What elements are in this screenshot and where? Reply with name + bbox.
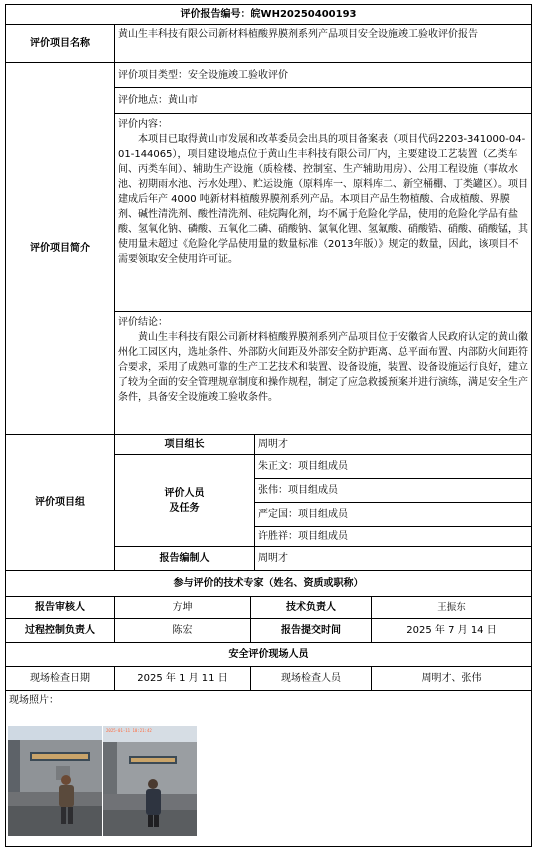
onsite-date-value: 2025 年 1 月 11 日 [115,667,251,691]
project-name-label: 评价项目名称 [6,25,115,63]
onsite-title-row [6,643,532,667]
leader-label: 项目组长 [115,435,255,455]
submit-time-value: 2025 年 7 月 14 日 [372,619,532,643]
onsite-people-label: 现场检查人员 [251,667,372,691]
onsite-row [6,667,532,691]
project-name-row [6,25,532,63]
reviewer-label: 报告审核人 [6,597,115,619]
author-label: 报告编制人 [115,547,255,571]
report-number-row [6,5,532,25]
project-conclusion-cell [115,312,532,435]
author-name: 周明才 [255,547,532,571]
project-name-value: 黄山生丰科技有限公司新材料植酸界膜剂系列产品项目安全设施竣工验收评价报告 [115,25,532,63]
project-location: 评价地点：黄山市 [115,88,532,114]
experts-row-1 [6,597,532,619]
experts-row-2 [6,619,532,643]
conclusion-text: 黄山生丰科技有限公司新材料植酸界膜剂系列产品项目位于安徽省人民政府认定的黄山徽州化工园区内，选址条件、外部防火间距及外部安全防护距离、总平面布置、内部防火间距符合要求，采用了成熟可靠的生产工艺技术和装置、设备设施，装置、设备设施运行良好，建立了较为全面的安全管理规章制度和操作规程，制定了应急救援预案并进行演练，满足安全生产条件，具备安全设施竣工验收条件。 [118,332,528,403]
member-item: 严定国：项目组成员 [255,503,532,527]
conclusion-label: 评价结论： [118,317,168,328]
onsite-title: 安全评价现场人员 [6,643,532,667]
project-intro-label: 评价项目简介 [6,63,115,435]
onsite-date-label: 现场检查日期 [6,667,115,691]
members-label-line2: 及任务 [169,502,200,514]
members-label [115,455,255,547]
members-label-line1: 评价人员 [164,487,205,499]
report-number-label: 评价报告编号： [180,9,251,20]
site-photo-1-image [8,726,102,836]
report-info-table [5,4,532,847]
photo-timestamp: 2025-01-11 10:21:42 [106,728,152,733]
report-number-value: 皖WH20250400193 [250,9,357,20]
leader-name: 周明才 [255,435,532,455]
member-item: 许胜祥：项目组成员 [255,527,532,547]
member-item: 朱正文：项目组成员 [255,455,532,479]
member-item: 张伟：项目组成员 [255,479,532,503]
team-label: 评价项目组 [6,435,115,571]
site-photo-2 [103,726,197,836]
photos-label: 现场照片： [9,695,59,706]
site-photo-2-image [103,726,197,836]
process-control-name: 陈宏 [115,619,251,643]
site-photo-1 [8,726,102,836]
content-label: 评价内容： [118,119,168,130]
tech-lead-name: 王振东 [372,597,532,619]
tech-lead-label: 技术负责人 [251,597,372,619]
report-number-header [6,5,532,25]
process-control-label: 过程控制负责人 [6,619,115,643]
content-text: 本项目已取得黄山市发展和改革委员会出具的项目备案表（项目代码2203-341000-04-01-144065），项目建设地点位于黄山生丰科技有限公司厂内，主要建设工艺装置（乙类车间、丙类车间）、辅助生产设施（质检楼、控制室、生产辅助用房）、公用工程设施（事故水池、初期雨水池、污水处理）、贮运设施（原料库一、原料库二、新空桶棚、丁类罐区）。项目建成后年产 4000 吨新材料植酸界膜剂系列产品。本项目产品生物植酸、合成植酸、界膜剂、碱性清洗剂、酸性清洗剂、硅烷陶化剂，均不属于危险化学品，使用的危险化学品有盐酸、氢氧化钠、磷酸、五氧化二磷、硝酸钠、氯氧化锂、氢氟酸、硝酸锆、硝酸、硝酸锰，其使用量未超过《危险化学品使用量的数量标准（2013年版）》规定的数量，因此，该项目不需要领取安全使用许可证。 [118,134,528,265]
reviewer-name: 方坤 [115,597,251,619]
team-leader-row [6,435,532,455]
project-type-row [6,63,532,88]
experts-title: 参与评价的技术专家（姓名、资质或职称） [6,571,532,597]
experts-title-row [6,571,532,597]
project-type: 评价项目类型：安全设施竣工验收评价 [115,63,532,88]
onsite-people-value: 周明才、张伟 [372,667,532,691]
project-content-cell [115,114,532,312]
submit-time-label: 报告提交时间 [251,619,372,643]
